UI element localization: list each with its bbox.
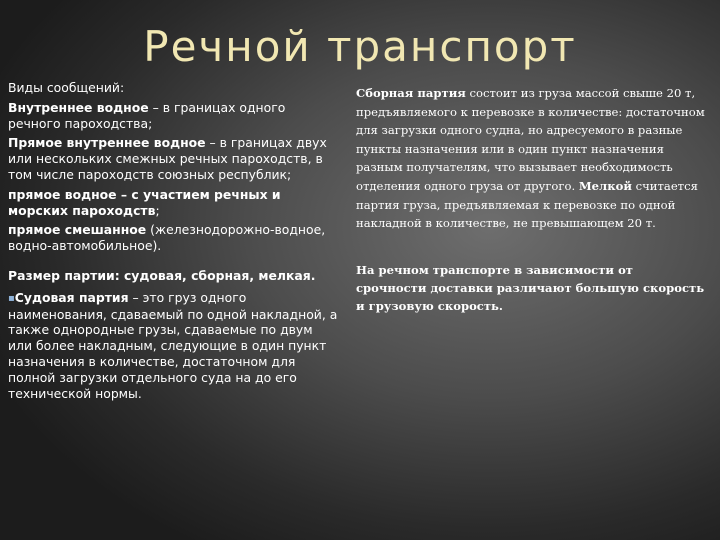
type-term: Прямое внутреннее водное bbox=[8, 135, 206, 151]
small-batch-desc: считается партия груза, предъявляемая к перевозке по одной накладной в количестве, не превышающем 20 т. bbox=[356, 178, 698, 231]
message-types-intro: Виды сообщений: bbox=[8, 80, 125, 95]
ship-batch-paragraph bbox=[8, 290, 340, 402]
delivery-speed-paragraph: На речном транспорте в зависимости от срочности доставки различают большую скорость и грузовую скорость. bbox=[356, 262, 705, 313]
ship-batch-term: Судовая партия bbox=[14, 289, 129, 305]
collected-batch-desc: состоит из груза массой свыше 20 т, предъявляемого к перевозке в количестве: достаточном для загрузки одного судна, но адресуемого в разные пункты назначения или в один пункт назначения разным получателям, что вызывает необходимость отделения одного груза от другого. bbox=[356, 86, 705, 193]
type-term: прямое водное – с участием речных и морских пароходств bbox=[8, 186, 281, 218]
type-item-direct-water bbox=[8, 187, 340, 219]
type-desc: – в границах двух или нескольких смежных речных пароходств, в том числе пароходств союзных республик; bbox=[8, 135, 327, 182]
type-desc: (железнодорожно-водное, водно-автомобильное). bbox=[8, 222, 326, 254]
type-term: Внутреннее водное bbox=[8, 99, 149, 115]
batch-size-heading: Размер партии: судовая, сборная, мелкая. bbox=[8, 267, 316, 283]
type-item-inland bbox=[8, 100, 340, 132]
type-desc: ; bbox=[155, 202, 160, 218]
slide-title: Речной транспорт bbox=[143, 22, 577, 71]
collected-batch-term: Сборная партия bbox=[356, 86, 466, 100]
left-column bbox=[8, 80, 340, 405]
ship-batch-desc: – это груз одного наименования, сдаваемый по одной накладной, а также однородные грузы, сдаваемые по двум или более накладным, следующие в один пункт назначения в количестве, достаточном для полной загрузки отдельного суда на до его технической нормы. bbox=[8, 289, 338, 401]
type-desc: – в границах одного речного пароходства; bbox=[8, 99, 286, 131]
type-item-direct-inland bbox=[8, 135, 340, 182]
small-batch-term: Мелкой bbox=[578, 178, 632, 193]
bullet-icon: ▪ bbox=[8, 292, 15, 304]
right-column bbox=[356, 84, 706, 315]
type-item-direct-mixed bbox=[8, 222, 340, 254]
type-term: прямое смешанное bbox=[8, 222, 147, 238]
collected-batch-paragraph bbox=[356, 84, 706, 233]
